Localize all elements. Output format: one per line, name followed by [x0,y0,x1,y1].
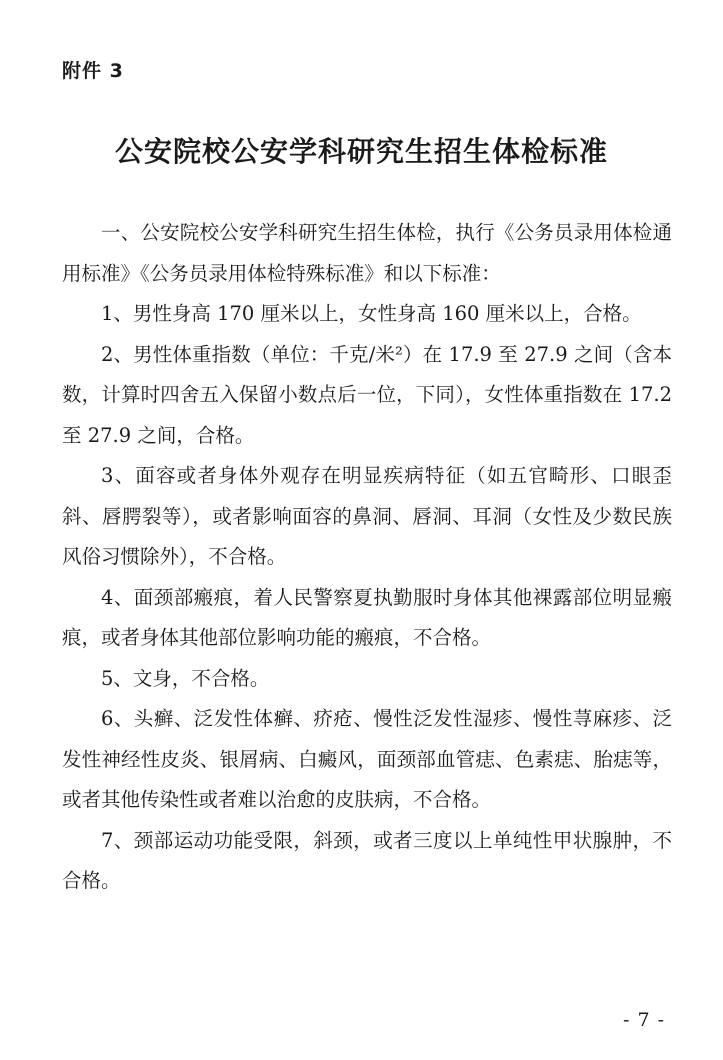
paragraph-tattoo: 5、文身，不合格。 [101,666,270,690]
page-number: - 7 - [622,1009,665,1031]
paragraph-height: 1、男性身高 170 厘米以上，女性身高 160 厘米以上，合格。 [101,302,642,325]
paragraph-skin: 6、头癣、泛发性体癣、疥疮、慢性泛发性湿疹、慢性荨麻疹、泛发性神经性皮炎、银屑病、白癜风，面颈部血管痣、色素痣、胎痣等，或者其他传染性或者难以治愈的皮肤病，不合格。 [62,707,672,811]
attachment-label: 附件 3 [62,60,124,82]
paragraph-appearance: 3、面容或者身体外观存在明显疾病特征（如五官畸形、口眼歪斜、唇腭裂等），或者影响面容的鼻洞、唇洞、耳洞（女性及少数民族风俗习惯除外），不合格。 [62,464,672,568]
document-title: 公安院校公安学科研究生招生体检标准 [114,135,608,168]
paragraph-bmi: 2、男性体重指数（单位：千克/米²）在 17.9 至 27.9 之间（含本数，计算时四舍五入保留小数点后一位，下同），女性体重指数在 17.2 至 27.9 之间，合格。 [62,342,672,447]
paragraph-neck: 7、颈部运动功能受限，斜颈，或者三度以上单纯性甲状腺肿，不合格。 [62,828,672,892]
paragraph-intro: 一、公安院校公安学科研究生招生体检，执行《公务员录用体检通用标准》《公务员录用体检特殊标准》和以下标准： [62,221,672,285]
document-body [62,213,672,902]
paragraph-scars: 4、面颈部瘢痕，着人民警察夏执勤服时身体其他裸露部位明显瘢痕，或者身体其他部位影响功能的瘢痕，不合格。 [62,585,672,649]
